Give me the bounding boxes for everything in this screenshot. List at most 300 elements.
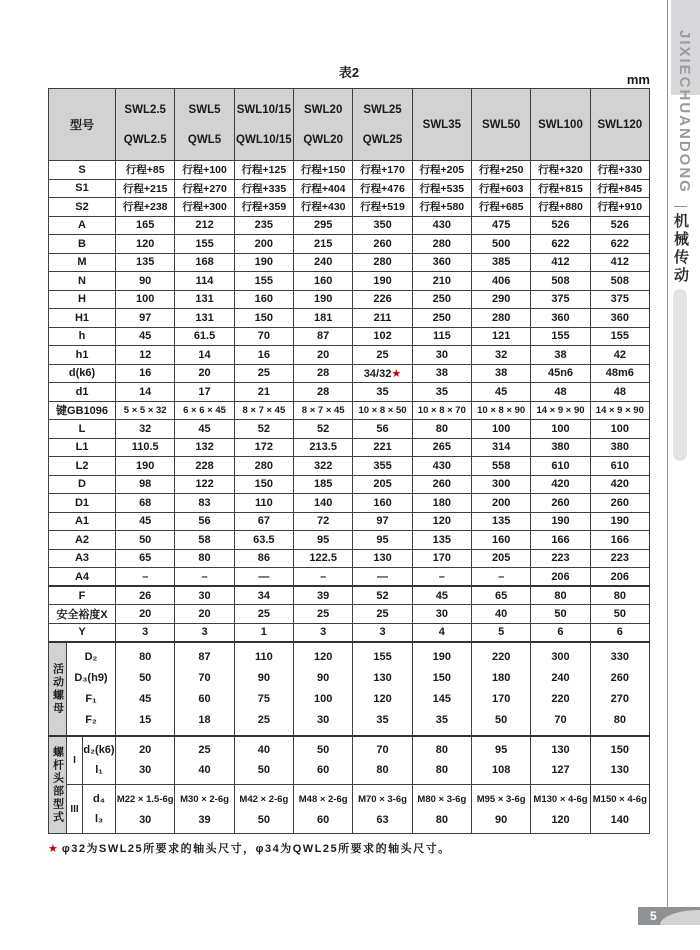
value-cell: 122 xyxy=(175,475,234,494)
sidebar-tick-divider xyxy=(674,206,687,207)
value-cell: 206 xyxy=(531,568,590,587)
tab-swoosh-decoration xyxy=(660,910,700,925)
value-cell: 115 xyxy=(412,327,471,346)
value-cell: 280 xyxy=(234,457,293,476)
value-cell: 213.5 xyxy=(294,438,353,457)
value-cell: 228 xyxy=(175,457,234,476)
value-cell: 508 xyxy=(590,272,649,291)
value-cell: 35 xyxy=(412,383,471,402)
value-cell: 250 xyxy=(412,290,471,309)
value-cell: 4 xyxy=(412,623,471,642)
value-cell: 80 xyxy=(590,586,649,605)
value-cell: 235 xyxy=(234,216,293,235)
value-cell: 行程+476 xyxy=(353,179,412,198)
row-label: 安全裕度X xyxy=(49,605,116,624)
value-cell: 38 xyxy=(531,346,590,365)
value-cell: 210 xyxy=(412,272,471,291)
value-cell: 135 xyxy=(472,512,531,531)
value-cell: 181 xyxy=(294,309,353,328)
value-cell: 160 xyxy=(353,494,412,513)
table-row xyxy=(49,290,650,309)
head-value-cell: M130 × 4-6g 120 xyxy=(531,785,590,834)
value-cell: 3 xyxy=(294,623,353,642)
value-cell: 5 xyxy=(472,623,531,642)
row-label: L xyxy=(49,420,116,439)
table-row xyxy=(49,327,650,346)
sidebar-section-title: 机械传动 xyxy=(672,213,689,285)
value-cell: 558 xyxy=(472,457,531,476)
value-cell: 86 xyxy=(234,549,293,568)
value-cell: 32 xyxy=(472,346,531,365)
value-cell: 205 xyxy=(353,475,412,494)
value-cell: 20 xyxy=(294,346,353,365)
value-cell: 430 xyxy=(412,457,471,476)
value-cell: 8 × 7 × 45 xyxy=(234,401,293,420)
value-cell: 350 xyxy=(353,216,412,235)
value-cell: 30 xyxy=(412,605,471,624)
value-cell: 20 xyxy=(116,605,175,624)
head-value-cell: M80 × 3-6g 80 xyxy=(412,785,471,834)
row-label: A xyxy=(49,216,116,235)
value-cell: 223 xyxy=(590,549,649,568)
value-cell: 375 xyxy=(590,290,649,309)
value-cell: 行程+430 xyxy=(294,198,353,217)
value-cell: 98 xyxy=(116,475,175,494)
value-cell: 35 xyxy=(353,383,412,402)
value-cell: 385 xyxy=(472,253,531,272)
value-cell: 行程+815 xyxy=(531,179,590,198)
value-cell: 25 xyxy=(234,364,293,383)
value-cell: 行程+880 xyxy=(531,198,590,217)
value-cell: 100 xyxy=(116,290,175,309)
value-cell: 526 xyxy=(590,216,649,235)
value-cell: 50 xyxy=(590,605,649,624)
head-group-label xyxy=(49,736,67,834)
value-cell: 360 xyxy=(412,253,471,272)
value-cell: 26 xyxy=(116,586,175,605)
row-label: d1 xyxy=(49,383,116,402)
value-cell: 205 xyxy=(472,549,531,568)
table-row xyxy=(49,216,650,235)
value-cell: 48m6 xyxy=(590,364,649,383)
value-cell: 280 xyxy=(353,253,412,272)
value-cell: 260 xyxy=(531,494,590,513)
value-cell: 223 xyxy=(531,549,590,568)
value-cell: 526 xyxy=(531,216,590,235)
roman-numeral-cell: I xyxy=(67,736,83,785)
value-cell: 500 xyxy=(472,235,531,254)
value-cell: 406 xyxy=(472,272,531,291)
row-label: D xyxy=(49,475,116,494)
table-caption: 表2 xyxy=(338,65,360,80)
value-cell: 140 xyxy=(294,494,353,513)
head-group-vertical-text: 螺杆头部型式 xyxy=(51,745,64,824)
value-cell: 610 xyxy=(531,457,590,476)
value-cell: 20 xyxy=(175,605,234,624)
column-header: SWL20 QWL20 xyxy=(294,89,353,161)
value-cell: 30 xyxy=(175,586,234,605)
nut-value-cell: 300 240 220 70 xyxy=(531,642,590,736)
value-cell: 65 xyxy=(116,549,175,568)
value-cell: – xyxy=(412,568,471,587)
table-row xyxy=(49,512,650,531)
column-header: SWL120 xyxy=(590,89,649,161)
value-cell: 45 xyxy=(116,327,175,346)
head-value-cell: 95 108 xyxy=(472,736,531,785)
head-value-cell: M22 × 1.5-6g 30 xyxy=(116,785,175,834)
value-cell: 10 × 8 × 90 xyxy=(472,401,531,420)
row-label: H xyxy=(49,290,116,309)
row-label: A3 xyxy=(49,549,116,568)
table-row xyxy=(49,179,650,198)
nut-value-cell: 110 90 75 25 xyxy=(234,642,293,736)
value-cell: 260 xyxy=(353,235,412,254)
value-cell: 380 xyxy=(531,438,590,457)
roman-numeral-cell: III xyxy=(67,785,83,834)
value-cell: – xyxy=(472,568,531,587)
value-cell: 5 × 5 × 32 xyxy=(116,401,175,420)
value-cell: 25 xyxy=(353,605,412,624)
row-label: A1 xyxy=(49,512,116,531)
value-cell: 360 xyxy=(590,309,649,328)
value-cell: 114 xyxy=(175,272,234,291)
sidebar-pill-decoration xyxy=(673,289,687,461)
value-cell: 122.5 xyxy=(294,549,353,568)
nut-value-cell: 220 180 170 50 xyxy=(472,642,531,736)
value-cell: 355 xyxy=(353,457,412,476)
value-cell: 行程+215 xyxy=(116,179,175,198)
value-cell: 52 xyxy=(294,420,353,439)
nut-value-cell: 80 50 45 15 xyxy=(116,642,175,736)
value-cell: 131 xyxy=(175,290,234,309)
table-row xyxy=(49,494,650,513)
value-cell: 行程+85 xyxy=(116,161,175,180)
value-cell: 260 xyxy=(590,494,649,513)
head-param-labels: d₂(k6) l₁ xyxy=(83,736,116,785)
table-row xyxy=(49,401,650,420)
value-cell: 21 xyxy=(234,383,293,402)
value-cell: 行程+320 xyxy=(531,161,590,180)
row-label: S xyxy=(49,161,116,180)
value-cell: 25 xyxy=(294,605,353,624)
row-label: S2 xyxy=(49,198,116,217)
value-cell: 165 xyxy=(116,216,175,235)
row-label: d(k6) xyxy=(49,364,116,383)
value-cell: 360 xyxy=(531,309,590,328)
row-label: h1 xyxy=(49,346,116,365)
value-cell: 190 xyxy=(590,512,649,531)
table-row xyxy=(49,198,650,217)
value-cell: 150 xyxy=(234,309,293,328)
value-cell: 45 xyxy=(116,512,175,531)
table-row xyxy=(49,605,650,624)
value-cell: 行程+170 xyxy=(353,161,412,180)
column-header: SWL2.5 QWL2.5 xyxy=(116,89,175,161)
value-cell: 行程+250 xyxy=(472,161,531,180)
value-cell: 65 xyxy=(472,586,531,605)
value-cell: 130 xyxy=(353,549,412,568)
table-row xyxy=(49,309,650,328)
value-cell: 190 xyxy=(234,253,293,272)
nut-value-cell: 330 260 270 80 xyxy=(590,642,649,736)
page-number-tab xyxy=(638,907,700,925)
unit-label: mm xyxy=(626,72,650,87)
nut-value-cell: 87 70 60 18 xyxy=(175,642,234,736)
value-cell: 70 xyxy=(234,327,293,346)
value-cell: 14 xyxy=(175,346,234,365)
table-row xyxy=(49,531,650,550)
row-label: M xyxy=(49,253,116,272)
value-cell: 508 xyxy=(531,272,590,291)
column-header: SWL50 xyxy=(472,89,531,161)
value-cell: 行程+238 xyxy=(116,198,175,217)
value-cell: 61.5 xyxy=(175,327,234,346)
row-label: Y xyxy=(49,623,116,642)
value-cell: 10 × 8 × 70 xyxy=(412,401,471,420)
head-value-cell: M70 × 3-6g 63 xyxy=(353,785,412,834)
table-row xyxy=(49,253,650,272)
value-cell: 221 xyxy=(353,438,412,457)
value-cell: 39 xyxy=(294,586,353,605)
value-cell: 63.5 xyxy=(234,531,293,550)
head-value-cell: M95 × 3-6g 90 xyxy=(472,785,531,834)
value-cell: 50 xyxy=(531,605,590,624)
table-row xyxy=(49,549,650,568)
value-cell: – xyxy=(294,568,353,587)
value-cell: – xyxy=(175,568,234,587)
value-cell: 420 xyxy=(590,475,649,494)
value-cell: 300 xyxy=(472,475,531,494)
nut-group-label xyxy=(49,642,67,736)
value-cell: 190 xyxy=(531,512,590,531)
footnote xyxy=(48,840,451,856)
value-cell: — xyxy=(353,568,412,587)
head-value-cell: 50 60 xyxy=(294,736,353,785)
value-cell: 166 xyxy=(590,531,649,550)
nut-value-cell: 155 130 120 35 xyxy=(353,642,412,736)
page-number: 5 xyxy=(650,909,657,923)
value-cell: 110 xyxy=(234,494,293,513)
value-cell: 155 xyxy=(175,235,234,254)
value-cell: 72 xyxy=(294,512,353,531)
head-param-labels: d₄ l₃ xyxy=(83,785,116,834)
value-cell: 160 xyxy=(294,272,353,291)
footnote-text: φ32为SWL25所要求的轴头尺寸，φ34为QWL25所要求的轴头尺寸。 xyxy=(61,843,451,855)
value-cell: 32 xyxy=(116,420,175,439)
value-cell: 52 xyxy=(234,420,293,439)
value-cell: 12 xyxy=(116,346,175,365)
value-cell: 38 xyxy=(472,364,531,383)
value-cell: 行程+845 xyxy=(590,179,649,198)
value-cell: 212 xyxy=(175,216,234,235)
head-value-cell: M150 × 4-6g 140 xyxy=(590,785,649,834)
value-cell: 45 xyxy=(412,586,471,605)
table-row xyxy=(49,438,650,457)
value-cell: 行程+580 xyxy=(412,198,471,217)
table-row xyxy=(49,272,650,291)
row-label: A4 xyxy=(49,568,116,587)
value-cell: 215 xyxy=(294,235,353,254)
value-cell: 102 xyxy=(353,327,412,346)
value-cell: 622 xyxy=(531,235,590,254)
head-value-cell: 40 50 xyxy=(234,736,293,785)
value-cell: 行程+404 xyxy=(294,179,353,198)
table-row xyxy=(49,475,650,494)
value-cell: 172 xyxy=(234,438,293,457)
value-cell: 90 xyxy=(116,272,175,291)
value-cell: 80 xyxy=(531,586,590,605)
head-value-cell: 25 40 xyxy=(175,736,234,785)
value-cell: 97 xyxy=(353,512,412,531)
table-row xyxy=(49,568,650,587)
head-value-cell: 70 80 xyxy=(353,736,412,785)
header-row xyxy=(49,89,650,161)
nut-param-labels: D₂ D₃(h9) F₁ F₂ xyxy=(67,642,116,736)
value-cell: 265 xyxy=(412,438,471,457)
row-label: L2 xyxy=(49,457,116,476)
value-cell: 6 × 6 × 45 xyxy=(175,401,234,420)
row-label: S1 xyxy=(49,179,116,198)
value-cell: 45 xyxy=(175,420,234,439)
value-cell: 190 xyxy=(116,457,175,476)
value-cell: 10 × 8 × 50 xyxy=(353,401,412,420)
value-cell: 14 xyxy=(116,383,175,402)
value-cell: 3 xyxy=(353,623,412,642)
value-cell: 16 xyxy=(116,364,175,383)
value-cell: 95 xyxy=(294,531,353,550)
value-cell: 67 xyxy=(234,512,293,531)
value-cell: 280 xyxy=(472,309,531,328)
value-cell: 100 xyxy=(531,420,590,439)
table-row xyxy=(49,346,650,365)
head-value-cell: 80 80 xyxy=(412,736,471,785)
value-cell: 135 xyxy=(412,531,471,550)
value-cell: – xyxy=(116,568,175,587)
value-cell: 120 xyxy=(412,512,471,531)
column-header: SWL100 xyxy=(531,89,590,161)
value-cell: 3 xyxy=(175,623,234,642)
column-header: SWL5 QWL5 xyxy=(175,89,234,161)
value-cell: 行程+519 xyxy=(353,198,412,217)
value-cell: 375 xyxy=(531,290,590,309)
row-label: D1 xyxy=(49,494,116,513)
value-cell: 14 × 9 × 90 xyxy=(531,401,590,420)
value-cell: 行程+603 xyxy=(472,179,531,198)
value-cell: 28 xyxy=(294,364,353,383)
value-cell: 200 xyxy=(472,494,531,513)
table-row xyxy=(49,457,650,476)
value-cell: 6 xyxy=(531,623,590,642)
star-marker-icon: ★ xyxy=(391,367,402,380)
value-cell: 25 xyxy=(353,346,412,365)
value-cell: 170 xyxy=(412,549,471,568)
table-row xyxy=(49,420,650,439)
row-label: A2 xyxy=(49,531,116,550)
value-cell: 58 xyxy=(175,531,234,550)
head-value-cell: M48 × 2-6g 60 xyxy=(294,785,353,834)
value-cell: 56 xyxy=(175,512,234,531)
value-cell: 260 xyxy=(412,475,471,494)
value-cell: 行程+535 xyxy=(412,179,471,198)
row-label: N xyxy=(49,272,116,291)
sidebar-divider-line xyxy=(667,0,668,907)
value-cell: 80 xyxy=(175,549,234,568)
value-cell: 1 xyxy=(234,623,293,642)
value-cell: 226 xyxy=(353,290,412,309)
value-cell: 28 xyxy=(294,383,353,402)
value-cell: 180 xyxy=(412,494,471,513)
table-row xyxy=(49,161,650,180)
row-label: 键GB1096 xyxy=(49,401,116,420)
row-label: B xyxy=(49,235,116,254)
value-cell: 6 xyxy=(590,623,649,642)
value-cell: 80 xyxy=(412,420,471,439)
value-cell: 14 × 9 × 90 xyxy=(590,401,649,420)
value-cell: 行程+359 xyxy=(234,198,293,217)
value-cell: 160 xyxy=(234,290,293,309)
value-cell: 168 xyxy=(175,253,234,272)
value-cell: 97 xyxy=(116,309,175,328)
table-row xyxy=(49,623,650,642)
value-cell: 475 xyxy=(472,216,531,235)
value-cell: 412 xyxy=(590,253,649,272)
value-cell: 150 xyxy=(234,475,293,494)
value-cell: 295 xyxy=(294,216,353,235)
value-cell: 322 xyxy=(294,457,353,476)
head-value-cell: M42 × 2-6g 50 xyxy=(234,785,293,834)
head-value-cell: 150 130 xyxy=(590,736,649,785)
value-cell: 87 xyxy=(294,327,353,346)
value-cell: 135 xyxy=(116,253,175,272)
value-cell: 45n6 xyxy=(531,364,590,383)
head-value-cell: 130 127 xyxy=(531,736,590,785)
value-cell: 行程+910 xyxy=(590,198,649,217)
value-cell: — xyxy=(234,568,293,587)
head-value-cell: M30 × 2-6g 39 xyxy=(175,785,234,834)
nut-value-cell: 120 90 100 30 xyxy=(294,642,353,736)
value-cell: 38 xyxy=(412,364,471,383)
value-cell: 行程+125 xyxy=(234,161,293,180)
value-cell: 20 xyxy=(175,364,234,383)
column-header: SWL35 xyxy=(412,89,471,161)
value-cell: 行程+205 xyxy=(412,161,471,180)
value-cell: 132 xyxy=(175,438,234,457)
value-cell: 190 xyxy=(294,290,353,309)
head-group-row xyxy=(49,736,650,785)
value-cell: 290 xyxy=(472,290,531,309)
value-cell: 155 xyxy=(234,272,293,291)
value-cell: 3 xyxy=(116,623,175,642)
value-cell: 25 xyxy=(234,605,293,624)
table-row xyxy=(49,586,650,605)
table-row xyxy=(49,364,650,383)
value-cell: 30 xyxy=(412,346,471,365)
head-value-cell: 20 30 xyxy=(116,736,175,785)
value-cell: 8 × 7 × 45 xyxy=(294,401,353,420)
value-cell: 121 xyxy=(472,327,531,346)
nut-value-cell: 190 150 145 35 xyxy=(412,642,471,736)
value-cell: 610 xyxy=(590,457,649,476)
value-cell: 34 xyxy=(234,586,293,605)
spec-table-body xyxy=(49,89,650,834)
value-cell: 45 xyxy=(472,383,531,402)
model-header-label: 型号 xyxy=(49,89,116,161)
value-cell: 行程+300 xyxy=(175,198,234,217)
value-cell: 48 xyxy=(590,383,649,402)
value-cell: 34/32★ xyxy=(353,364,412,383)
value-cell: 250 xyxy=(412,309,471,328)
value-cell: 40 xyxy=(472,605,531,624)
